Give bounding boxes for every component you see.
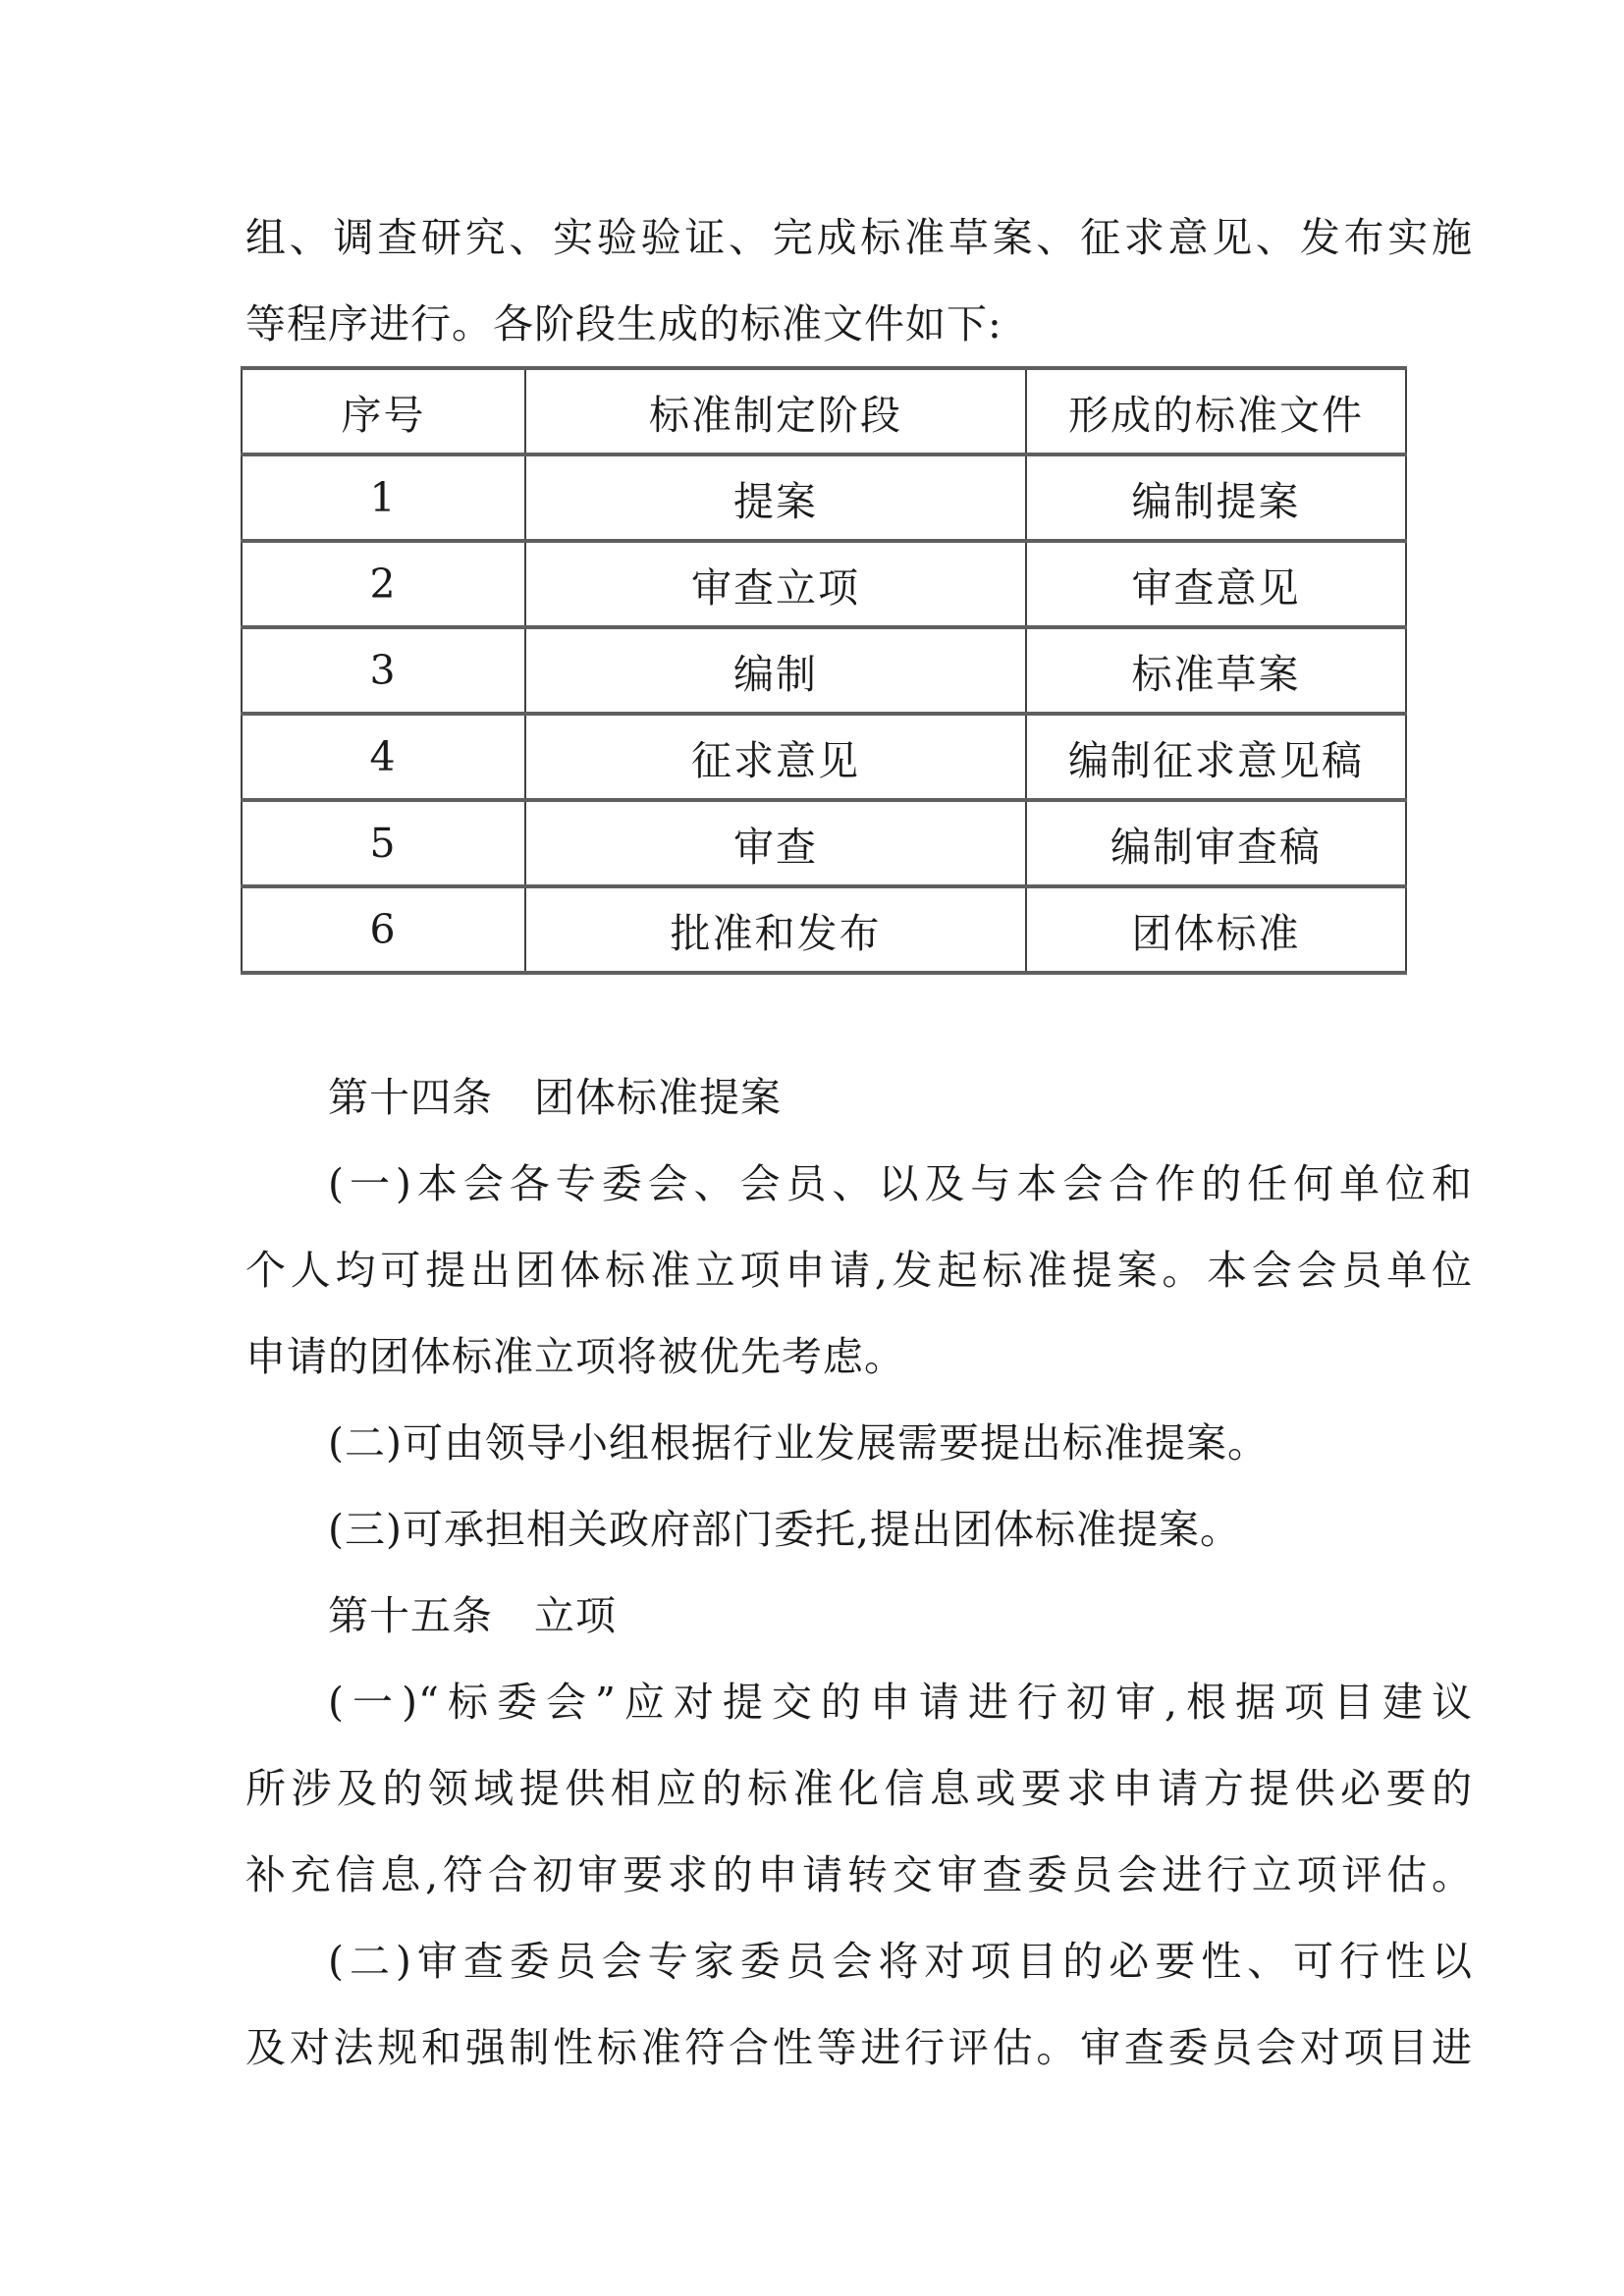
- cell-index: 3: [242, 627, 525, 714]
- cell-index: 6: [242, 886, 525, 973]
- intro-line-1: 组、调查研究、实验验证、完成标准草案、征求意见、发布实施: [245, 214, 1473, 261]
- cell-stage: 征求意见: [525, 714, 1026, 800]
- cell-document: 标准草案: [1026, 627, 1406, 714]
- cell-document: 团体标准: [1026, 886, 1406, 973]
- cell-index: 1: [242, 454, 525, 541]
- table-row: [242, 454, 1406, 541]
- col-header-index: 序号: [242, 368, 525, 454]
- col-header-stage: 标准制定阶段: [525, 368, 1026, 454]
- body-line: 个人均可提出团体标准立项申请,发起标准提案。本会会员单位: [245, 1247, 1473, 1294]
- body-line: (二)可由领导小组根据行业发展需要提出标准提案。: [328, 1419, 1269, 1467]
- standards-stage-table: [241, 366, 1405, 975]
- cell-stage: 批准和发布: [525, 886, 1026, 973]
- cell-stage: 编制: [525, 627, 1026, 714]
- cell-document: 编制征求意见稿: [1026, 714, 1406, 800]
- body-line: (二)审查委员会专家委员会将对项目的必要性、可行性以: [328, 1938, 1473, 1985]
- clause-14-heading: 第十四条 团体标准提案: [328, 1074, 782, 1121]
- body-line: (三)可承担相关政府部门委托,提出团体标准提案。: [328, 1506, 1242, 1553]
- cell-index: 4: [242, 714, 525, 800]
- body-line: 所涉及的领域提供相应的标准化信息或要求申请方提供必要的: [245, 1765, 1473, 1812]
- table-row: [242, 800, 1406, 886]
- cell-stage: 提案: [525, 454, 1026, 541]
- cell-index: 5: [242, 800, 525, 886]
- cell-index: 2: [242, 541, 525, 627]
- col-header-document: 形成的标准文件: [1026, 368, 1406, 454]
- table-row: [242, 714, 1406, 800]
- cell-stage: 审查立项: [525, 541, 1026, 627]
- body-line: (一)“标委会”应对提交的申请进行初审,根据项目建议: [328, 1679, 1473, 1726]
- table-row: [242, 886, 1406, 973]
- body-line: 及对法规和强制性标准符合性等进行评估。审查委员会对项目进: [245, 2024, 1473, 2071]
- clause-15-heading: 第十五条 立项: [328, 1592, 617, 1639]
- cell-document: 审查意见: [1026, 541, 1406, 627]
- table-row: [242, 627, 1406, 714]
- intro-paragraph: [245, 194, 1473, 367]
- cell-document: 编制提案: [1026, 454, 1406, 541]
- table-row: [242, 541, 1406, 627]
- body-line: 补充信息,符合初审要求的申请转交审查委员会进行立项评估。: [245, 1851, 1473, 1898]
- body-line: (一)本会各专委会、会员、以及与本会合作的任何单位和: [328, 1160, 1473, 1207]
- cell-document: 编制审查稿: [1026, 800, 1406, 886]
- intro-line-2: 等程序进行。各阶段生成的标准文件如下:: [245, 300, 1002, 347]
- body-clauses: [245, 1054, 1473, 2091]
- cell-stage: 审查: [525, 800, 1026, 886]
- body-line: 申请的团体标准立项将被优先考虑。: [245, 1333, 905, 1380]
- table-header-row: [242, 368, 1406, 454]
